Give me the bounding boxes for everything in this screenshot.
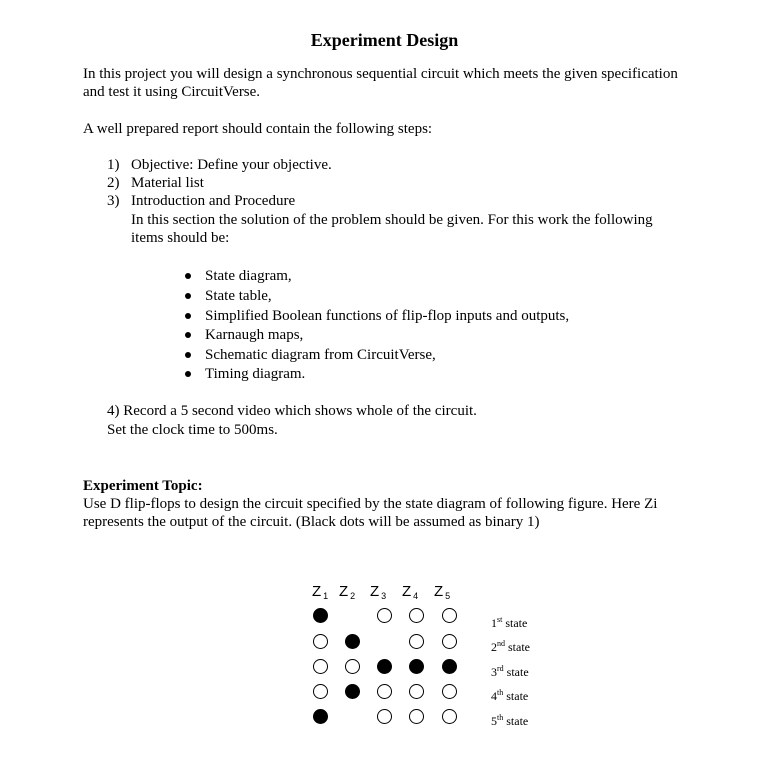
state-label-1: 1st state (491, 615, 528, 630)
step-3 (107, 193, 295, 210)
step-1 (107, 157, 332, 174)
filled-dot-icon (345, 684, 360, 699)
step-3-detail-2: items should be: (131, 230, 230, 246)
output-label-z1: Z $_1$ (312, 583, 329, 601)
step-number: 3) (107, 193, 120, 209)
state-label-3: 3rd state (491, 664, 529, 679)
step-4-line-1: 4) Record a 5 second video which shows whole of the circuit. (107, 403, 477, 419)
empty-dot-icon (442, 608, 457, 623)
filled-dot-icon (442, 659, 457, 674)
filled-dot-icon (377, 659, 392, 674)
bullet-item: Karnaugh maps, (185, 327, 303, 344)
page-title: Experiment Design (310, 30, 459, 50)
filled-dot-icon (345, 634, 360, 649)
filled-dot-icon (409, 659, 424, 674)
empty-dot-icon (442, 709, 457, 724)
bullet-item: Schematic diagram from CircuitVerse, (185, 347, 436, 364)
state-label-4: 4th state (491, 688, 529, 703)
intro-line-1: In this project you will design a synchronous sequential circuit which meets the given specification (83, 66, 678, 82)
step-number: 2) (107, 175, 120, 191)
bullet-item: State table, (185, 288, 272, 305)
topic-text-2: represents the output of the circuit. (Black dots will be assumed as binary 1) (83, 514, 540, 530)
empty-dot-icon (442, 634, 457, 649)
topic-heading: Experiment Topic: (83, 478, 203, 494)
bullet-item: Timing diagram. (185, 366, 305, 383)
step-4-line-2: Set the clock time to 500ms. (107, 422, 278, 438)
step-number: 1) (107, 157, 120, 173)
bullet-item: State diagram, (185, 268, 292, 285)
bullet-dot-icon (185, 371, 191, 377)
empty-dot-icon (313, 659, 328, 674)
filled-dot-icon (313, 608, 328, 623)
filled-dot-icon (313, 709, 328, 724)
empty-dot-icon (409, 608, 424, 623)
state-label-5: 5th state (491, 713, 529, 728)
output-label-z2: Z $_2$ (339, 583, 356, 601)
output-label-z3: Z $_3$ (370, 583, 387, 601)
empty-dot-icon (313, 634, 328, 649)
step-2 (107, 175, 204, 192)
empty-dot-icon (377, 684, 392, 699)
step-text: Material list (131, 175, 204, 191)
bullet-dot-icon (185, 332, 191, 338)
bullet-dot-icon (185, 273, 191, 279)
empty-dot-icon (442, 684, 457, 699)
bullet-dot-icon (185, 313, 191, 319)
output-label-z4: Z $_4$ (402, 583, 419, 601)
bullet-item: Simplified Boolean functions of flip-flop inputs and outputs, (185, 308, 569, 325)
intro-line-2: and test it using CircuitVerse. (83, 84, 261, 100)
empty-dot-icon (377, 709, 392, 724)
step-text: Introduction and Procedure (131, 193, 296, 209)
empty-dot-icon (377, 608, 392, 623)
bullet-dot-icon (185, 293, 191, 299)
empty-dot-icon (409, 634, 424, 649)
bullet-dot-icon (185, 352, 191, 358)
step-text: Objective: Define your objective. (131, 157, 332, 173)
empty-dot-icon (409, 684, 424, 699)
steps-intro: A well prepared report should contain the following steps: (83, 121, 433, 137)
topic-text-1: Use D flip-flops to design the circuit specified by the state diagram of following figure. Here Zi (83, 496, 658, 512)
output-label-z5: Z $_5$ (434, 583, 451, 601)
state-label-2: 2nd state (491, 639, 530, 654)
empty-dot-icon (345, 659, 360, 674)
empty-dot-icon (313, 684, 328, 699)
empty-dot-icon (409, 709, 424, 724)
step-3-detail-1: In this section the solution of the problem should be given. For this work the following (131, 212, 653, 228)
